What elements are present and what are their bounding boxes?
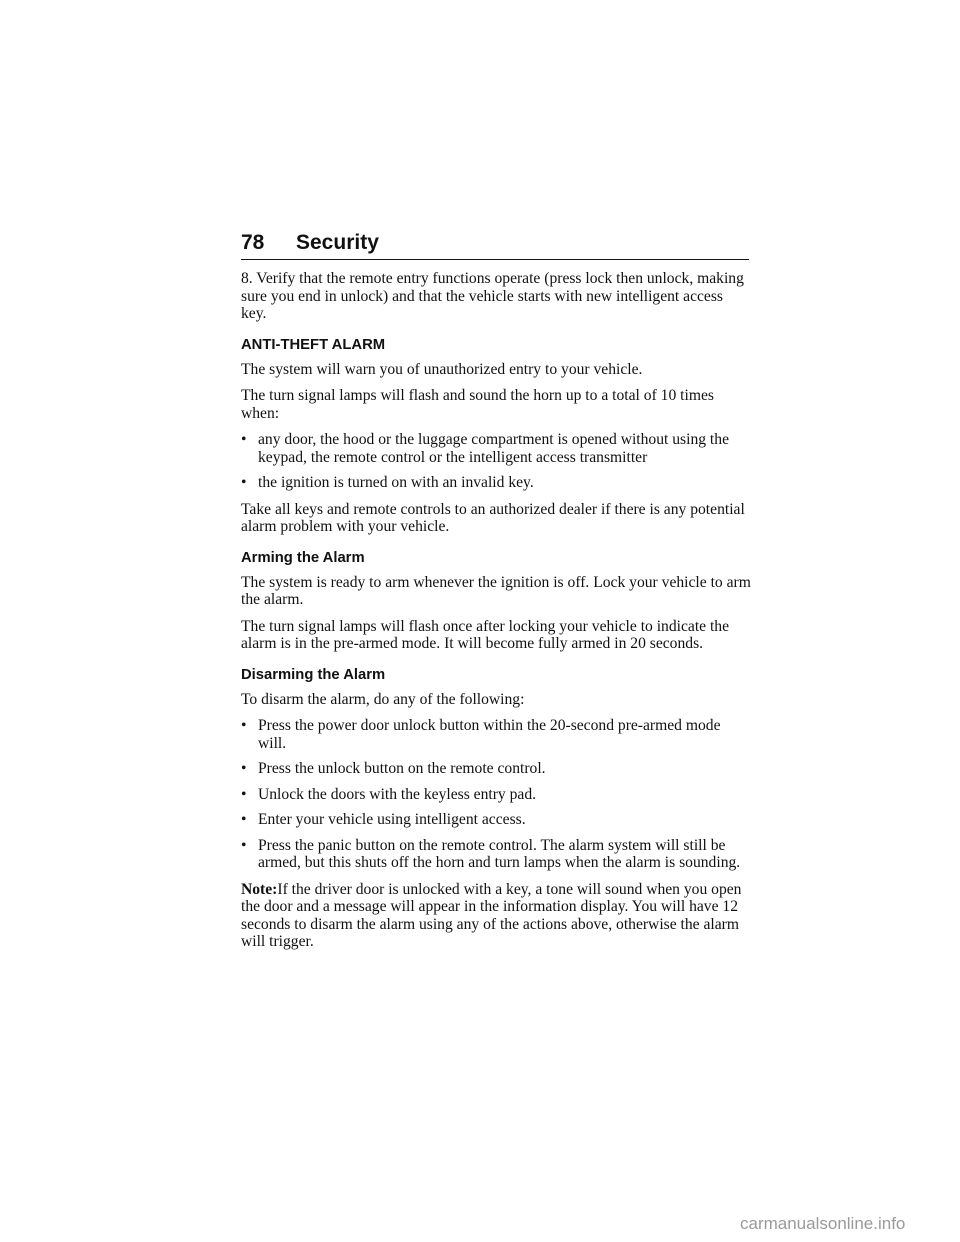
watermark-link[interactable]: carmanualsonline.info [740,1214,906,1233]
page-number: 78 [241,231,265,254]
list-item [241,474,751,492]
arming-paragraph-2: The turn signal lamps will flash once after locking your vehicle to indicate the alarm is in the pre-armed mode. It will become fully armed in 20 seconds. [241,617,730,652]
note-paragraph [241,881,751,951]
note-label: Note: [241,880,278,898]
page-header [241,229,749,260]
page-content [241,270,751,960]
bullet-icon: • [241,717,247,734]
bullet-icon: • [241,836,247,854]
bullet-icon: • [241,431,247,448]
list-item-text: Press the panic button on the remote control. The alarm system will still be armed, but this shuts off the horn and turn lamps when the alarm is sounding. [258,836,741,871]
list-item-text: the ignition is turned on with an invalid key. [258,474,534,491]
anti-theft-alarm-heading: ANTI-THEFT ALARM [241,336,386,353]
list-item [241,811,751,829]
list-item [241,431,751,466]
list-item-text: Press the unlock button on the remote control. [258,760,546,777]
step-8-paragraph: 8. Verify that the remote entry functions operate (press lock then unlock, making sure you end in unlock) and that the vehicle starts with new intelligent access key. [241,270,744,322]
note-text: If the driver door is unlocked with a key, a tone will sound when you open the door and a message will appear in the information display. You will have 12 seconds to disarm the alarm using any of the actions above, otherwise the alarm will trigger. [241,880,742,950]
bullet-icon: • [241,785,247,803]
list-item-text: Enter your vehicle using intelligent access. [258,811,526,828]
alarm-trigger-list [241,431,751,492]
arming-the-alarm-heading: Arming the Alarm [241,549,365,566]
bullet-icon: • [241,760,247,777]
list-item [241,837,751,872]
arming-paragraph-1: The system is ready to arm whenever the ignition is off. Lock your vehicle to arm the alarm. [241,573,751,608]
turn-signal-paragraph: The turn signal lamps will flash and sound the horn up to a total of 10 times when: [241,387,714,422]
disarming-intro-paragraph: To disarm the alarm, do any of the following: [241,690,525,708]
section-title: Security [296,231,379,254]
disarming-the-alarm-heading: Disarming the Alarm [241,666,386,683]
list-item-text: any door, the hood or the luggage compartment is opened without using the keypad, the remote control or the intelligent access transmitter [258,431,729,466]
list-item [241,717,751,752]
list-item-text: Unlock the doors with the keyless entry pad. [258,785,537,803]
bullet-icon: • [241,474,247,491]
anti-theft-intro-paragraph: The system will warn you of unauthorized entry to your vehicle. [241,360,643,378]
list-item [241,760,751,778]
bullet-icon: • [241,811,247,828]
list-item [241,786,751,804]
list-item-text: Press the power door unlock button within the 20-second pre-armed mode will. [258,717,721,752]
disarm-options-list [241,717,751,872]
dealer-paragraph: Take all keys and remote controls to an authorized dealer if there is any potential alarm problem with your vehicle. [241,500,745,535]
